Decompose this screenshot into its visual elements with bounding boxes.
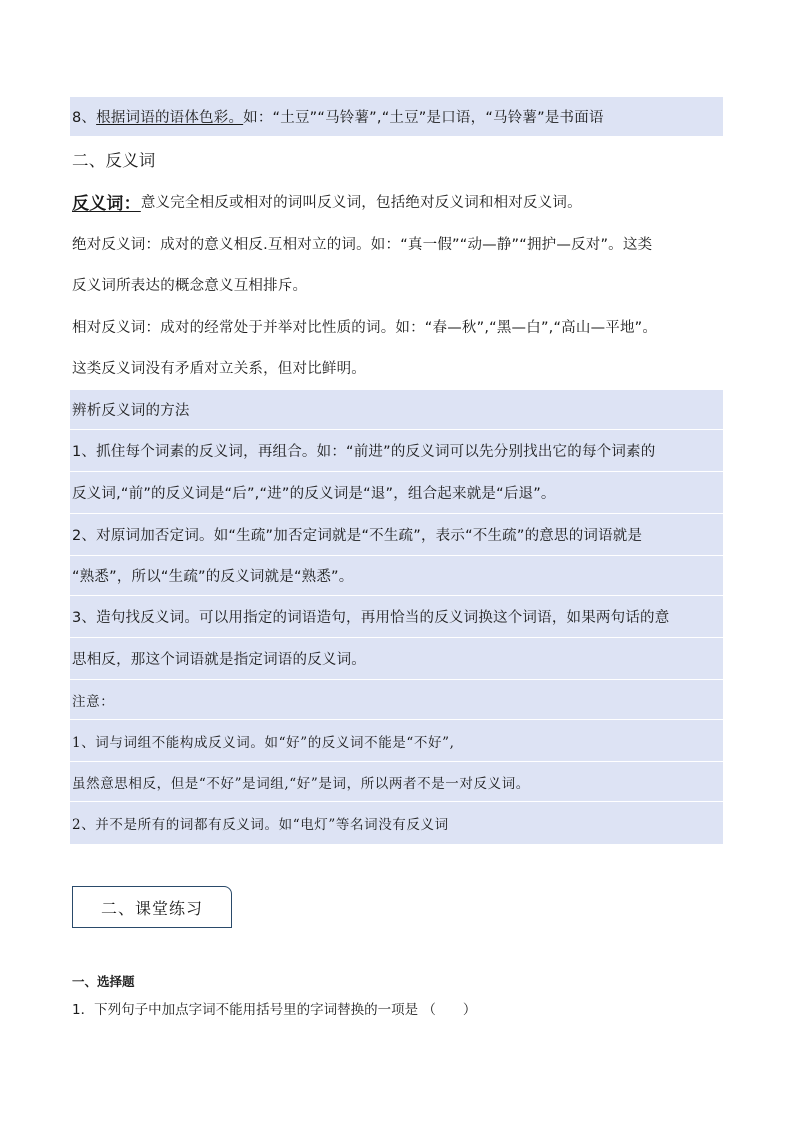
- item-8-rest: 如：“土豆”“马铃薯”,“土豆”是口语，“马铃薯”是书面语: [243, 110, 604, 126]
- antonym-definition: [70, 184, 723, 218]
- method-2-line-2: “熟悉”，所以“生疏”的反义词就是“熟悉”。: [70, 556, 723, 596]
- question-1: 1．下列句子中加点字词不能用括号里的字词替换的一项是 （ ）: [72, 1002, 477, 1018]
- method-3-line-2: 思相反，那这个词语就是指定词语的反义词。: [70, 638, 723, 680]
- note-1-line-2: 虽然意思相反，但是“不好”是词组,“好”是词，所以两者不是一对反义词。: [70, 762, 723, 802]
- absolute-antonym-line-1: 绝对反义词：成对的意义相反.互相对立的词。如：“真一假”“动—静”“拥护—反对”。这类: [72, 236, 653, 253]
- note-2-line: 2、并不是所有的词都有反义词。如“电灯”等名词没有反义词: [70, 802, 723, 844]
- absolute-antonym-line-2: 反义词所表达的概念意义互相排斥。: [72, 277, 308, 294]
- notes-title: 注意：: [70, 680, 723, 720]
- antonym-definition-term: 反义词：: [72, 193, 141, 214]
- method-1-line-2: 反义词,“前”的反义词是“后”,“进”的反义词是“退”，组合起来就是“后退”。: [70, 472, 723, 514]
- relative-antonym-line-1: 相对反义词：成对的经常处于并举对比性质的词。如：“春—秋”,“黑—白”,“高山—平地”。: [72, 319, 658, 336]
- antonym-heading: 二、反义词: [72, 151, 156, 170]
- item-8-line: [70, 97, 723, 136]
- method-2-line-1: 2、对原词加否定词。如“生疏”加否定词就是“不生疏”，表示“不生疏”的意思的词语就是: [70, 514, 723, 556]
- methods-title: 辨析反义词的方法: [70, 390, 723, 430]
- item-8-prefix: 8、: [72, 110, 97, 126]
- classroom-practice-box: 二、课堂练习: [72, 886, 232, 928]
- note-1-line-1: 1、词与词组不能构成反义词。如“好”的反义词不能是“不好”,: [70, 720, 723, 762]
- item-8-underlined-text: 根据词语的语体色彩。: [96, 110, 244, 126]
- relative-antonym-line-2: 这类反义词没有矛盾对立关系，但对比鲜明。: [72, 360, 366, 377]
- method-3-line-1: 3、造句找反义词。可以用指定的词语造句，再用恰当的反义词换这个词语，如果两句话的意: [70, 596, 723, 638]
- choice-section-heading: 一、选择题: [72, 974, 135, 989]
- antonym-definition-text: 意义完全相反或相对的词叫反义词，包括绝对反义词和相对反义词。: [140, 194, 582, 211]
- method-1-line-1: 1、抓住每个词素的反义词，再组合。如：“前进”的反义词可以先分别找出它的每个词素的: [70, 430, 723, 472]
